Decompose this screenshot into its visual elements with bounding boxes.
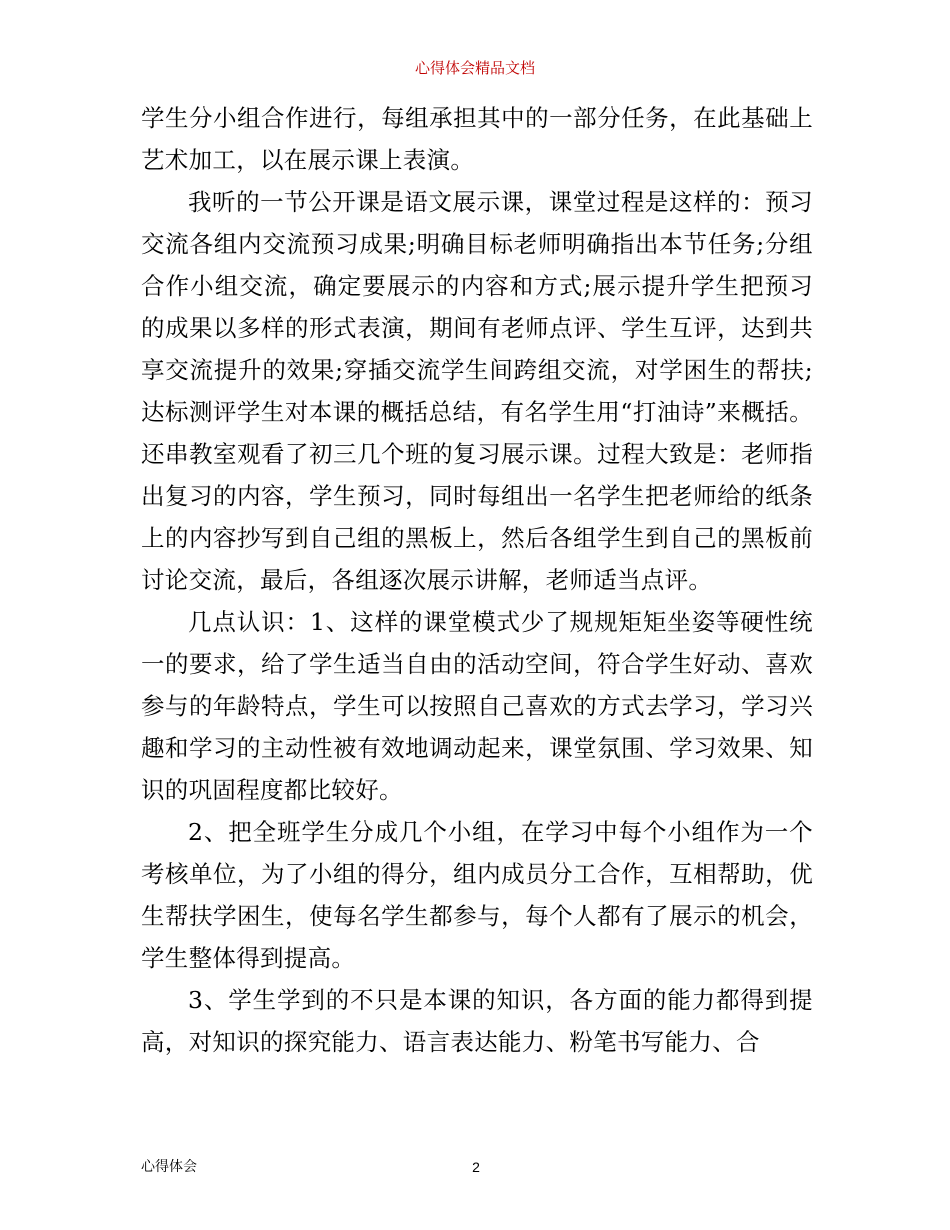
paragraph-point-1: 几点认识：1、这样的课堂模式少了规规矩矩坐姿等硬性统一的要求，给了学生适当自由的活动空间，符合学生好动、喜欢参与的年龄特点，学生可以按照自己喜欢的方式去学习，学习兴趣和学习的主动性被有效地调动起来，课堂氛围、学习效果、知识的巩固程度都比较好。 [141,608,813,804]
paragraph-continuation: 学生分小组合作进行，每组承担其中的一部分任务，在此基础上艺术加工，以在展示课上表演。 [141,104,813,174]
paragraph-point-3: 3、学生学到的不只是本课的知识，各方面的能力都得到提高，对知识的探究能力、语言表达能力、粉笔书写能力、合 [141,986,813,1056]
footer-label: 心得体会 [141,1159,197,1175]
page-number: 2 [472,1159,480,1175]
paragraph-point-2: 2、把全班学生分成几个小组，在学习中每个小组作为一个考核单位，为了小组的得分，组内成员分工合作，互相帮助，优生帮扶学困生，使每名学生都参与，每个人都有了展示的机会，学生整体得到提高。 [141,818,813,972]
paragraph-open-class-description: 我听的一节公开课是语文展示课，课堂过程是这样的：预习交流各组内交流预习成果;明确目标老师明确指出本节任务;分组合作小组交流，确定要展示的内容和方式;展示提升学生把预习的成果以多样的形式表演，期间有老师点评、学生互评，达到共享交流提升的效果;穿插交流学生间跨组交流，对学困生的帮扶;达标测评学生对本课的概括总结，有名学生用“打油诗”来概括。还串教室观看了初三几个班的复习展示课。过程大致是：老师指出复习的内容，学生预习，同时每组出一名学生把老师给的纸条上的内容抄写到自己组的黑板上，然后各组学生到自己的黑板前讨论交流，最后，各组逐次展示讲解，老师适当点评。 [141,188,813,594]
document-header-title: 心得体会精品文档 [414,59,535,77]
document-body [141,97,813,1063]
